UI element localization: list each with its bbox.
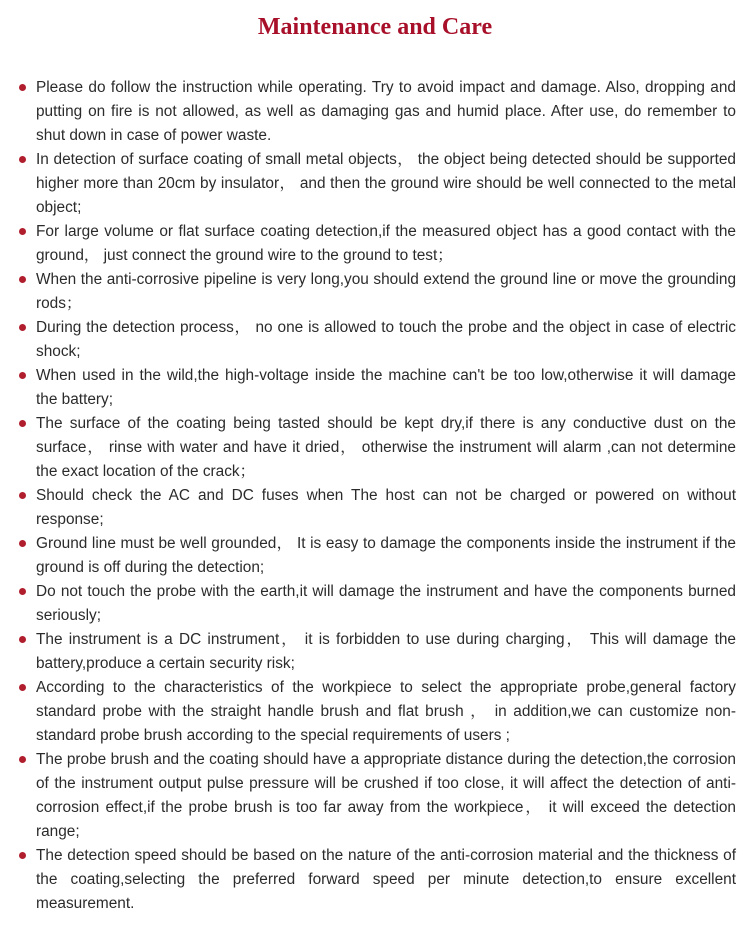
bullet-icon (19, 276, 26, 283)
list-item-text: During the detection process， no one is allowed to touch the probe and the object in case of electric shock; (36, 319, 736, 360)
page-title: Maintenance and Care (257, 14, 493, 40)
list-item (0, 412, 750, 484)
list-item-text: Ground line must be well grounded， It is easy to damage the components inside the instrument if the ground is off during the detection; (36, 535, 736, 576)
list-item (0, 76, 750, 148)
bullet-icon (19, 588, 26, 595)
list-item (0, 580, 750, 628)
list-item-text: The probe brush and the coating should have a appropriate distance during the detection,the corrosion of the instrument output pulse pressure will be crushed if too close, it will affect the detection of anti-corrosion effect,if the probe brush is too far away from the workpiece， it will exceed the detection range; (36, 751, 736, 840)
bullet-icon (19, 684, 26, 691)
list-item-text: The detection speed should be based on the nature of the anti-corrosion material and the thickness of the coating,selecting the preferred forward speed per minute detection,to ensure excellent measurement. (36, 847, 736, 912)
list-item-text: According to the characteristics of the workpiece to select the appropriate probe,general factory standard probe with the straight handle brush and flat brush ， in addition,we can customize non-standard probe brush according to the special requirements of users ; (36, 679, 736, 744)
bullet-icon (19, 372, 26, 379)
bullet-icon (19, 324, 26, 331)
list-item (0, 676, 750, 748)
list-item-text: When the anti-corrosive pipeline is very long,you should extend the ground line or move the grounding rods； (36, 271, 736, 312)
list-item-text: Should check the AC and DC fuses when The host can not be charged or powered on without response; (36, 487, 736, 528)
list-item (0, 748, 750, 844)
list-item-text: In detection of surface coating of small metal objects， the object being detected should be supported higher more than 20cm by insulator， and then the ground wire should be well connected to the metal object; (36, 151, 736, 216)
list-item-text: For large volume or flat surface coating detection,if the measured object has a good contact with the ground， just connect the ground wire to the ground to test； (36, 223, 736, 264)
bullet-icon (19, 540, 26, 547)
list-item (0, 148, 750, 220)
list-item (0, 532, 750, 580)
list-item-text: When used in the wild,the high-voltage inside the machine can't be too low,otherwise it will damage the battery; (36, 367, 736, 408)
bullet-icon (19, 852, 26, 859)
list-item-text: The surface of the coating being tasted should be kept dry,if there is any conductive dust on the surface， rinse with water and have it dried， otherwise the instrument will alarm ,can not determine the exact location of the crack； (36, 415, 736, 480)
list-item (0, 844, 750, 916)
bullet-icon (19, 156, 26, 163)
maintenance-list (0, 76, 750, 916)
list-item (0, 628, 750, 676)
bullet-icon (19, 228, 26, 235)
list-item-text: Do not touch the probe with the earth,it will damage the instrument and have the components burned seriously; (36, 583, 736, 624)
bullet-icon (19, 84, 26, 91)
list-item (0, 484, 750, 532)
list-item (0, 364, 750, 412)
list-item-text: The instrument is a DC instrument， it is forbidden to use during charging， This will damage the battery,produce a certain security risk; (36, 631, 736, 672)
list-item-text: Please do follow the instruction while operating. Try to avoid impact and damage. Also, dropping and putting on fire is not allowed, as well as damaging gas and humid place. After use, do remember to shut down in case of power waste. (36, 79, 736, 144)
bullet-icon (19, 420, 26, 427)
bullet-icon (19, 636, 26, 643)
list-item (0, 268, 750, 316)
list-item (0, 316, 750, 364)
bullet-icon (19, 492, 26, 499)
bullet-icon (19, 756, 26, 763)
list-item (0, 220, 750, 268)
